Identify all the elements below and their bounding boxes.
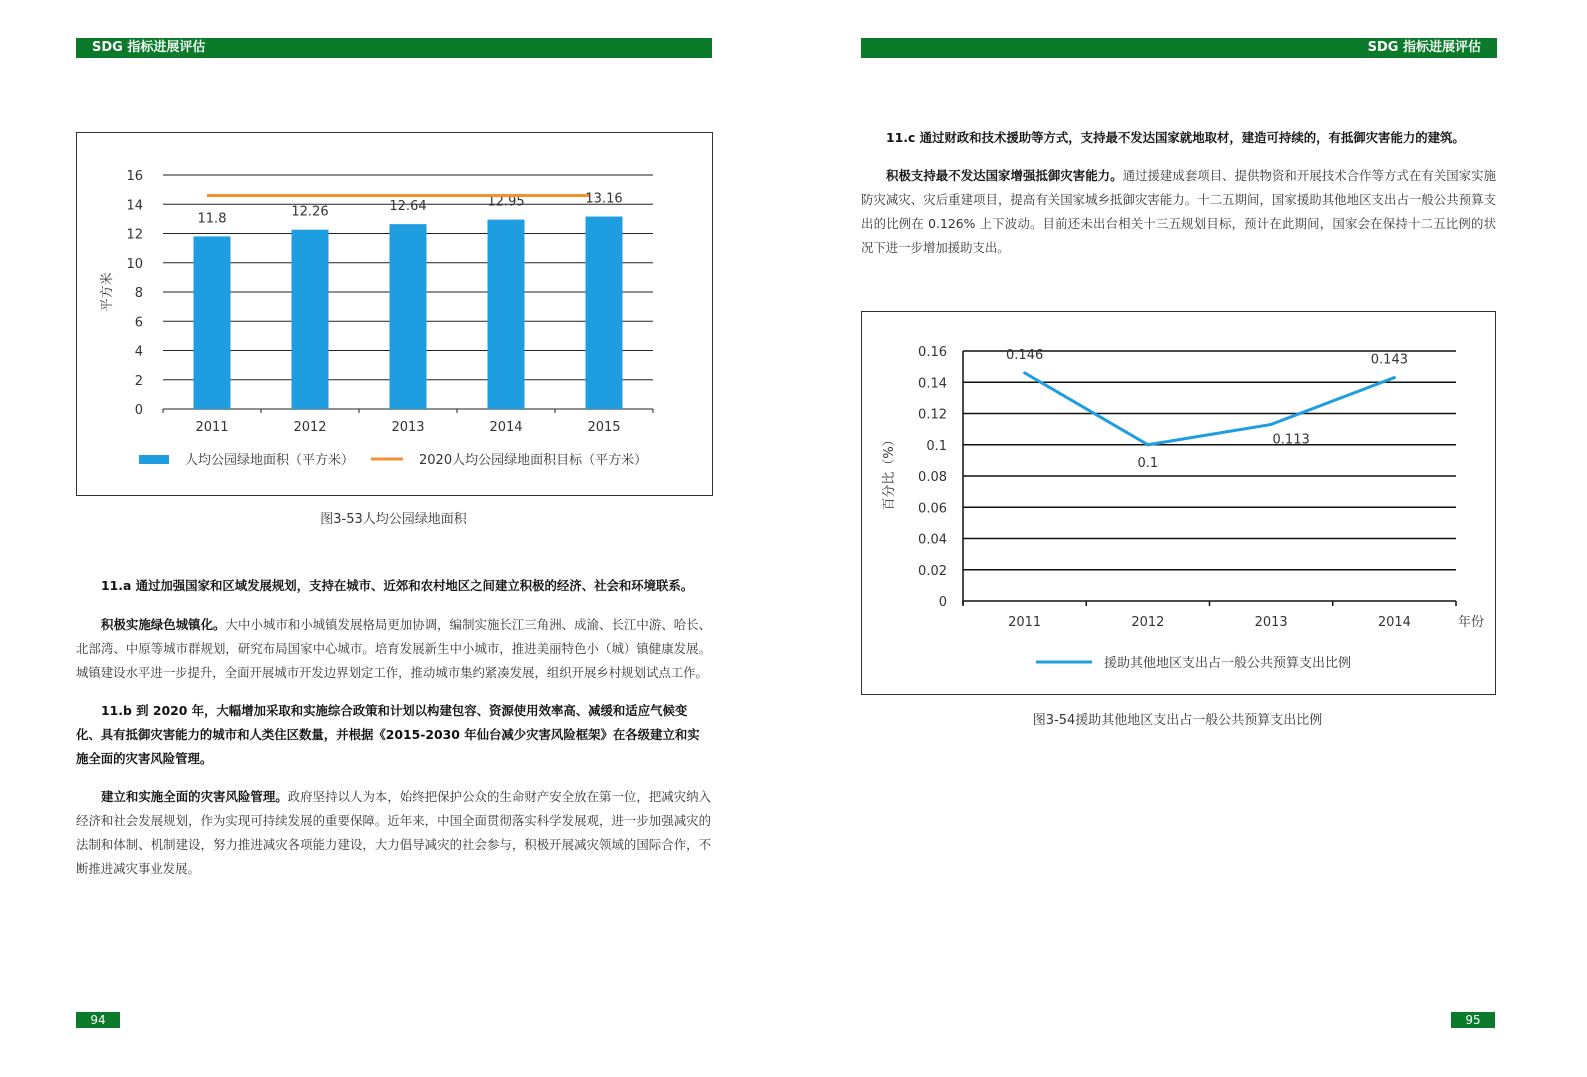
series-point bbox=[1146, 443, 1149, 446]
series-point bbox=[1393, 376, 1396, 379]
bar bbox=[390, 224, 427, 409]
section-11a-lead: 积极实施绿色城镇化。 bbox=[101, 617, 226, 632]
section-11b-paragraph bbox=[76, 785, 711, 881]
y-tick-label: 0.12 bbox=[918, 407, 947, 423]
point-data-label: 0.1 bbox=[1137, 455, 1159, 471]
legend-bar-swatch bbox=[139, 455, 169, 464]
y-tick-label: 10 bbox=[126, 256, 143, 272]
section-11c-heading: 11.c 通过财政和技术援助等方式，支持最不发达国家就地取材，建造可持续的，有抵御灾害能力的建筑。 bbox=[886, 130, 1465, 145]
y-tick-label: 4 bbox=[134, 344, 143, 360]
series-line bbox=[1025, 373, 1395, 448]
y-tick-label: 0.02 bbox=[918, 563, 947, 579]
x-tick-label: 2015 bbox=[587, 420, 621, 435]
y-tick-label: 0.06 bbox=[918, 501, 947, 517]
point-data-label: 0.146 bbox=[1006, 347, 1044, 363]
series-point bbox=[1270, 423, 1273, 426]
x-tick-label: 2013 bbox=[391, 420, 425, 435]
y-tick-label: 0.14 bbox=[918, 376, 947, 392]
left-figure-caption: 图3-53人均公园绿地面积 bbox=[320, 512, 467, 527]
x-tick-label: 2014 bbox=[1377, 615, 1411, 630]
right-figure-caption: 图3-54援助其他地区支出占一般公共预算支出比例 bbox=[1032, 713, 1323, 728]
y-tick-label: 12 bbox=[126, 227, 143, 243]
park-green-area-chart bbox=[76, 132, 713, 496]
y-tick-label: 0.08 bbox=[918, 470, 947, 485]
legend-bar-label: 人均公园绿地面积（平方米） bbox=[185, 453, 355, 468]
y-tick-label: 0.16 bbox=[918, 345, 947, 360]
y-tick-label: 0.04 bbox=[918, 532, 947, 548]
x-tick-label: 2012 bbox=[293, 420, 327, 435]
park-green-area-chart-svg bbox=[77, 133, 712, 495]
bar-data-label: 12.64 bbox=[389, 199, 427, 215]
x-axis-label: 年份 bbox=[1458, 615, 1485, 630]
bar-data-label: 13.16 bbox=[585, 191, 623, 207]
right-page-header: SDG 指标进展评估 bbox=[861, 38, 1497, 58]
y-tick-label: 6 bbox=[134, 315, 143, 331]
left-page-number: 94 bbox=[76, 1012, 120, 1028]
section-11c-lead: 积极支持最不发达国家增强抵御灾害能力。 bbox=[886, 168, 1123, 183]
legend-target-label: 2020人均公园绿地面积目标（平方米） bbox=[419, 453, 648, 468]
x-tick-label: 2012 bbox=[1131, 615, 1165, 630]
y-axis-label: 平方米 bbox=[100, 272, 115, 312]
y-tick-label: 0 bbox=[938, 595, 947, 610]
section-11b-body: 政府坚持以人为本，始终把保护公众的生命财产安全放在第一位，把减灾纳入经济和社会发展规划，作为实现可持续发展的重要保障。近年来，中国全面贯彻落实科学发展观，进一步加强减灾的法制和体制、机制建设，努力推进减灾各项能力建设，大力倡导减灾的社会参与，积极开展减灾领域的国际合作，不断推进减灾事业发展。 bbox=[76, 789, 712, 876]
section-11b-lead: 建立和实施全面的灾害风险管理。 bbox=[101, 789, 288, 804]
bar bbox=[586, 217, 623, 409]
y-tick-label: 0 bbox=[134, 403, 143, 418]
y-axis-label: 百分比（%） bbox=[882, 433, 897, 511]
x-tick-label: 2011 bbox=[1008, 615, 1042, 630]
legend-line-label: 援助其他地区支出占一般公共预算支出比例 bbox=[1104, 656, 1352, 671]
section-11c-body: 通过援建成套项目、提供物资和开展技术合作等方式在有关国家实施防灾减灾、灾后重建项目，提高有关国家城乡抵御灾害能力。十二五期间，国家援助其他地区支出占一般公共预算支出的比例在 0.126% 上下波动。目前还未出台相关十三五规划目标，预计在此期间，国家会在保持十二五比例的状况下进一步增加援助支出。 bbox=[861, 168, 1497, 255]
section-11a-body: 大中小城市和小城镇发展格局更加协调，编制实施长江三角洲、成渝、长江中游、哈长、北部湾、中原等城市群规划，研究布局国家中心城市。培育发展新生中小城市，推进美丽特色小（城）镇健康发展。城镇建设水平进一步提升，全面开展城市开发边界划定工作，推动城市集约紧凑发展，组织开展乡村规划试点工作。 bbox=[76, 617, 712, 680]
right-page-number: 95 bbox=[1451, 1012, 1495, 1028]
left-page-header: SDG 指标进展评估 bbox=[76, 38, 712, 58]
series-point bbox=[1023, 371, 1026, 374]
y-tick-label: 8 bbox=[134, 286, 143, 301]
bar bbox=[194, 236, 231, 409]
y-tick-label: 2 bbox=[134, 373, 143, 389]
section-11c-paragraph bbox=[861, 164, 1496, 260]
bar-data-label: 12.26 bbox=[291, 204, 329, 220]
bar-data-label: 11.8 bbox=[197, 211, 227, 227]
x-tick-label: 2013 bbox=[1254, 615, 1288, 630]
bar bbox=[488, 220, 525, 409]
aid-expenditure-chart-svg bbox=[862, 312, 1495, 694]
section-11b-heading: 11.b 到 2020 年，大幅增加采取和实施综合政策和计划以构建包容、资源使用效率高、减缓和适应气候变化、具有抵御灾害能力的城市和人类住区数量，并根据《2015-2030 年仙台减少灾害风险框架》在各级建立和实施全面的灾害风险管理。 bbox=[76, 703, 700, 766]
bar-data-label: 12.95 bbox=[487, 194, 525, 210]
x-tick-label: 2014 bbox=[489, 420, 523, 435]
bar bbox=[292, 230, 329, 409]
y-tick-label: 14 bbox=[126, 198, 143, 214]
y-tick-label: 16 bbox=[126, 169, 143, 184]
section-11a-heading: 11.a 通过加强国家和区域发展规划，支持在城市、近郊和农村地区之间建立积极的经济、社会和环境联系。 bbox=[101, 578, 694, 593]
aid-expenditure-chart bbox=[861, 311, 1496, 695]
point-data-label: 0.113 bbox=[1272, 432, 1310, 448]
x-tick-label: 2011 bbox=[195, 420, 229, 435]
section-11a-paragraph bbox=[76, 613, 711, 685]
y-tick-label: 0.1 bbox=[926, 438, 947, 454]
point-data-label: 0.143 bbox=[1370, 352, 1408, 368]
